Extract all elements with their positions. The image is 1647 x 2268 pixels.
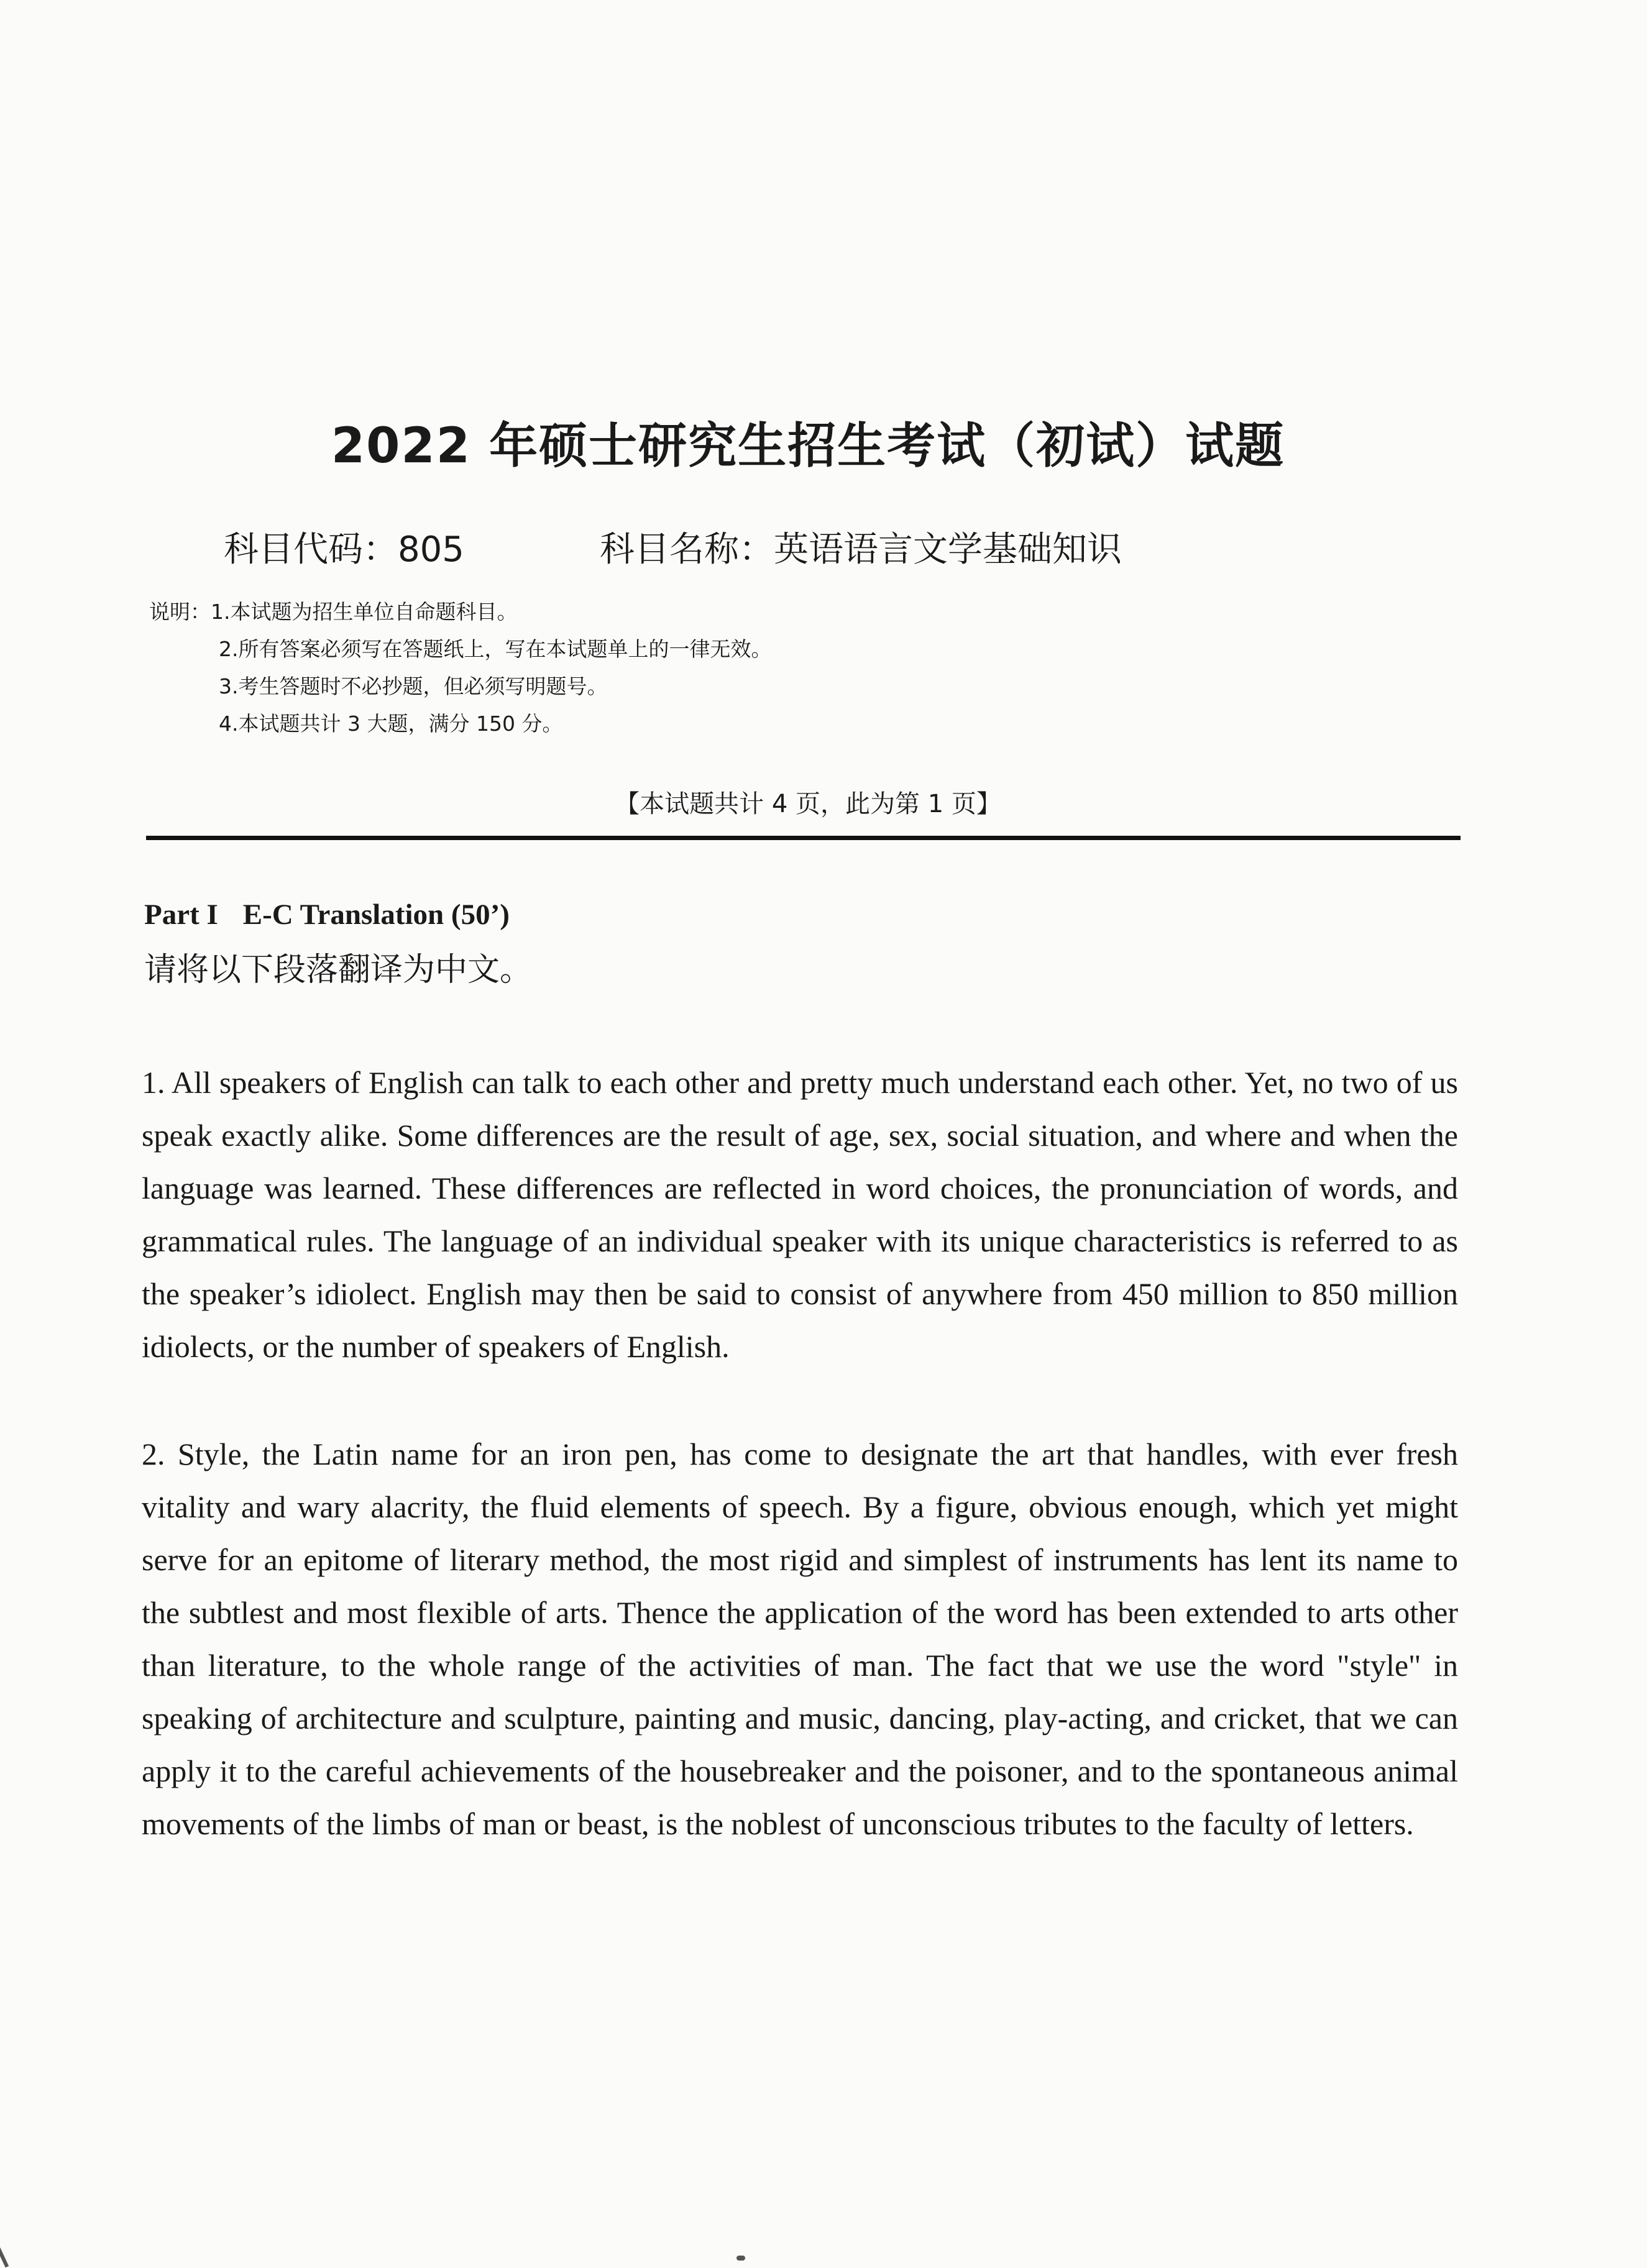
exam-notes	[149, 593, 772, 743]
part-label: Part I	[144, 899, 218, 931]
subject-name: 科目名称：英语语言文学基础知识	[600, 529, 1122, 570]
subject-code: 科目代码：805	[224, 529, 464, 570]
note-item: 2.所有答案必须写在答题纸上，写在本试题单上的一律无效。	[219, 637, 772, 661]
passage-1: 1. All speakers of English can talk to each other and pretty much understand each other. Yet, no two of us speak exactly alike. Some differences are the result of age, sex, social situation, and where and when the language was learned. These differences are reflected in word choices, the pronunciation of words, and grammatical rules. The language of an individual speaker with its unique characteristics is referred to as the speaker’s idiolect. English may then be said to consist of anywhere from 450 million to 850 million idiolects, or the number of speakers of English.	[142, 1065, 1458, 1364]
scan-mark	[0, 2244, 9, 2268]
notes-label: 说明：	[149, 600, 211, 624]
part-instruction: 请将以下段落翻译为中文。	[144, 951, 533, 989]
note-item: 1.本试题为招生单位自命题科目。	[211, 600, 518, 624]
part-heading	[144, 898, 510, 931]
note-line-1	[149, 593, 772, 631]
passage-2: 2. Style, the Latin name for an iron pen, has come to designate the art that handles, with ever fresh vitality and wary alacrity, the fluid elements of speech. By a figure, obvious enough, which yet might serve for an epitome of literary method, the most rigid and simplest of instruments has lent its name to the subtlest and most flexible of arts. Thence the application of the word has been extended to arts other than literature, to the whole range of the activities of man. The fact that we use the word "style" in speaking of architecture and sculpture, painting and music, dancing, play-acting, and cricket, that we can apply it to the careful achievements of the housebreaker and the poisoner, and to the spontaneous animal movements of the limbs of man or beast, is the noblest of unconscious tributes to the faculty of letters.	[142, 1437, 1458, 1841]
note-item: 3.考生答题时不必抄题，但必须写明题号。	[219, 674, 608, 698]
scan-mark	[736, 2256, 745, 2261]
note-item: 4.本试题共计 3 大题，满分 150 分。	[219, 711, 563, 736]
part-title: E-C Translation (50’)	[242, 899, 510, 931]
page-indicator: 【本试题共计 4 页，此为第 1 页】	[615, 790, 1001, 818]
exam-title: 2022 年硕士研究生招生考试（初试）试题	[331, 418, 1285, 474]
divider-rule	[146, 836, 1461, 840]
